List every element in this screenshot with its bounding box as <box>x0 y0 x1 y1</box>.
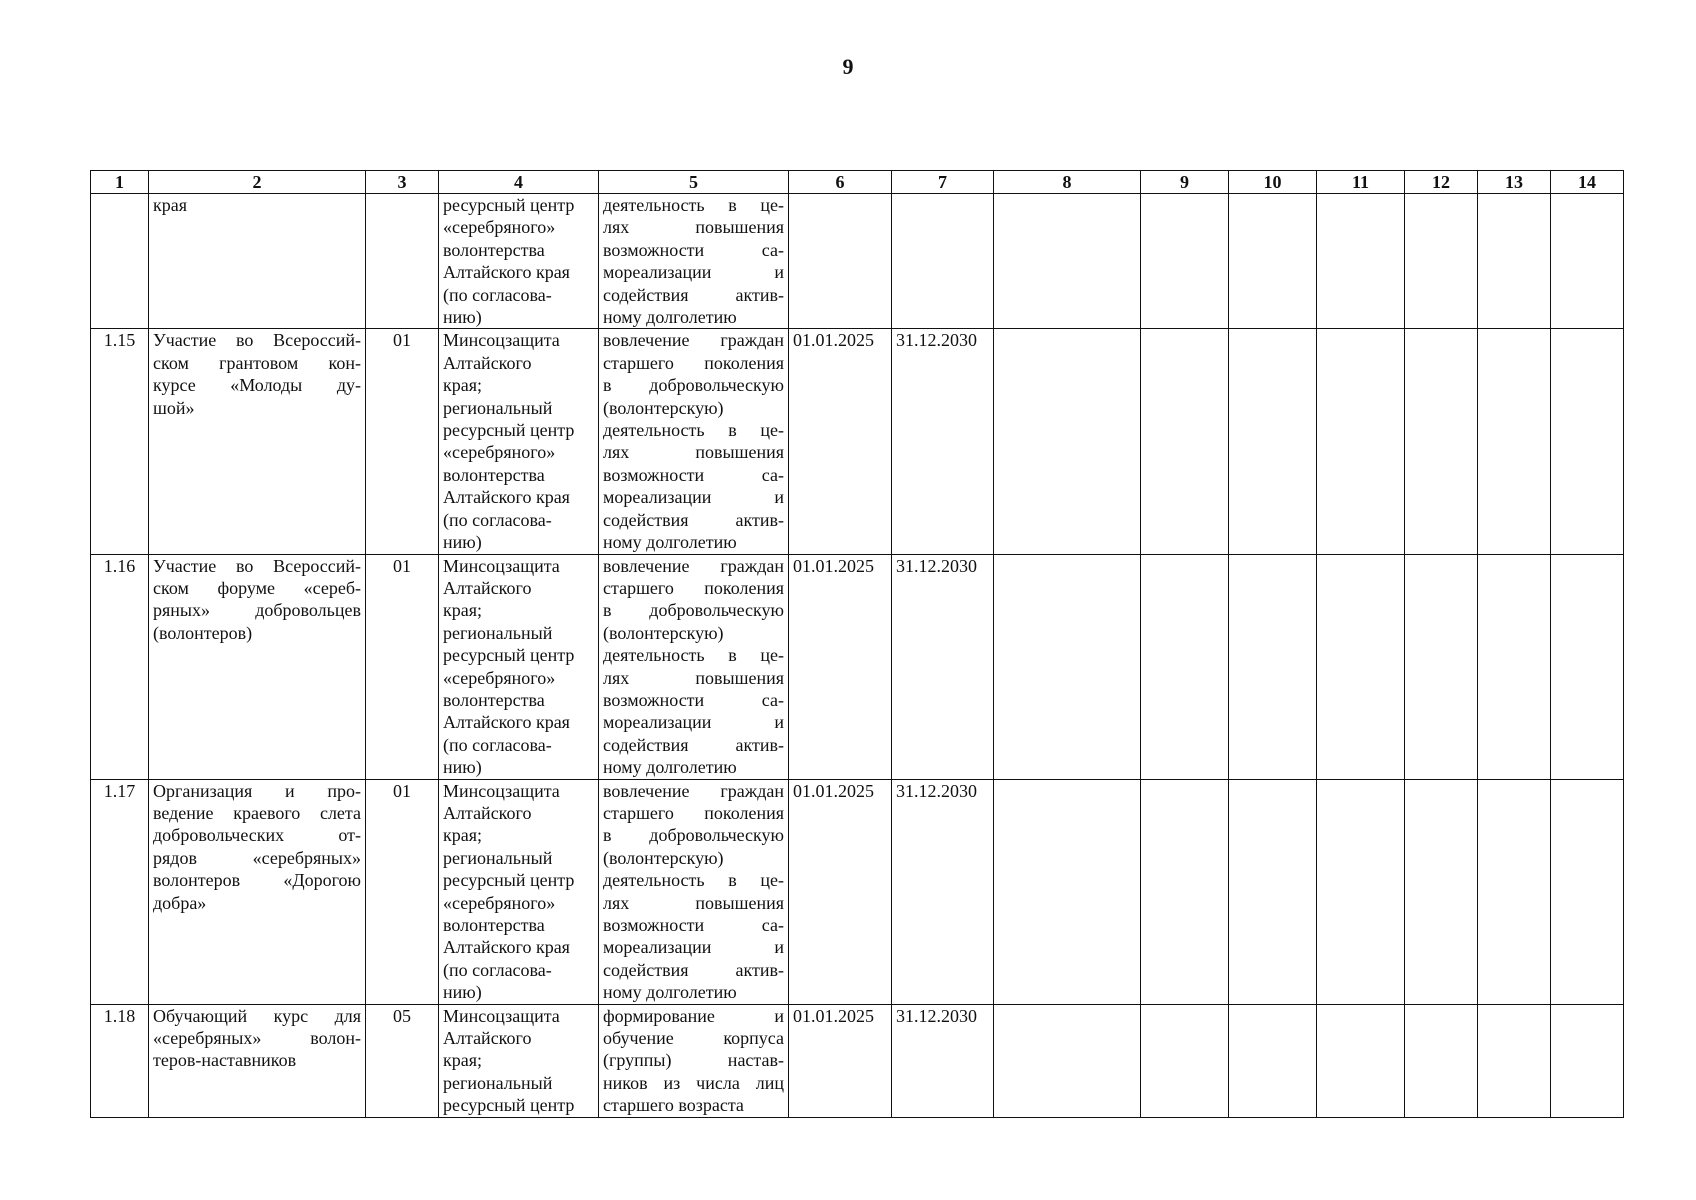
cell-line: ресурсный центр <box>443 645 575 666</box>
measures-table <box>90 170 1624 1118</box>
cell-line: в добровольческую <box>603 600 784 621</box>
cell-empty <box>994 554 1141 779</box>
cell-line: содействия актив- <box>603 509 784 530</box>
cell-line: Минсоцзащита <box>443 1005 560 1026</box>
cell-line: нию) <box>443 532 482 553</box>
cell-end-date: 31.12.2030 <box>892 779 994 1004</box>
cell-line: ском форуме «сереб- <box>153 577 361 598</box>
cell-empty <box>1551 779 1624 1004</box>
col-header: 9 <box>1141 171 1229 194</box>
cell-empty <box>1317 194 1405 329</box>
cell-line: волонтерства <box>443 464 545 485</box>
cell-executor <box>439 329 599 554</box>
cell-executor <box>439 1004 599 1117</box>
cell-empty <box>1478 779 1551 1004</box>
header-row <box>91 171 1624 194</box>
cell-line: старшего поколения <box>603 802 784 823</box>
cell-executor <box>439 194 599 329</box>
cell-line: возможности са- <box>603 464 784 485</box>
cell-line: (волонтерскую) <box>603 397 724 418</box>
cell-line: региональный <box>443 847 553 868</box>
table-row <box>91 329 1624 554</box>
page-number: 9 <box>842 54 854 79</box>
cell-result <box>599 194 789 329</box>
cell-number: 1.15 <box>91 329 149 554</box>
table-row <box>91 554 1624 779</box>
cell-line: в добровольческую <box>603 375 784 396</box>
cell-start-date <box>789 194 892 329</box>
cell-empty <box>1405 1004 1478 1117</box>
cell-line: ному долголетию <box>603 532 737 553</box>
cell-line: ведение краевого слета <box>153 802 361 823</box>
col-header: 4 <box>439 171 599 194</box>
cell-line: мореализации и <box>603 262 784 283</box>
cell-code <box>366 194 439 329</box>
cell-end-date: 31.12.2030 <box>892 329 994 554</box>
cell-line: региональный <box>443 1072 553 1093</box>
cell-line: «серебряного» <box>443 892 556 913</box>
cell-empty <box>1551 194 1624 329</box>
cell-line: старшего поколения <box>603 577 784 598</box>
cell-line: (по согласова- <box>443 959 552 980</box>
cell-line: деятельность в це- <box>603 870 784 891</box>
cell-line: лях повышения <box>603 892 784 913</box>
cell-line: волонтерства <box>443 239 545 260</box>
cell-line: ному долголетию <box>603 307 737 328</box>
cell-empty <box>1317 329 1405 554</box>
cell-empty <box>994 779 1141 1004</box>
col-header: 2 <box>149 171 366 194</box>
cell-empty <box>1229 194 1317 329</box>
cell-empty <box>1478 554 1551 779</box>
cell-empty <box>1141 1004 1229 1117</box>
cell-line: вовлечение граждан <box>603 780 784 801</box>
cell-empty <box>1405 554 1478 779</box>
cell-line: Алтайского края <box>443 712 570 733</box>
cell-line: в добровольческую <box>603 825 784 846</box>
cell-line: деятельность в це- <box>603 195 784 215</box>
cell-number: 1.16 <box>91 554 149 779</box>
cell-line: Минсоцзащита <box>443 780 560 801</box>
table-row <box>91 194 1624 329</box>
cell-line: Алтайского <box>443 1028 532 1049</box>
cell-line: содействия актив- <box>603 734 784 755</box>
cell-number: 1.17 <box>91 779 149 1004</box>
cell-line: «серебряных» волон- <box>153 1028 361 1049</box>
table-row <box>91 779 1624 1004</box>
cell-line: добровольческих от- <box>153 825 361 846</box>
cell-empty <box>1229 1004 1317 1117</box>
cell-empty <box>1317 1004 1405 1117</box>
cell-line: ряных» добровольцев <box>153 600 361 621</box>
cell-start-date: 01.01.2025 <box>789 329 892 554</box>
cell-line: обучение корпуса <box>603 1028 784 1049</box>
cell-line: ному долголетию <box>603 757 737 778</box>
cell-line: лях повышения <box>603 217 784 238</box>
cell-line: лях повышения <box>603 442 784 463</box>
col-header: 11 <box>1317 171 1405 194</box>
cell-line: края; <box>443 600 483 621</box>
cell-code: 01 <box>366 554 439 779</box>
cell-empty <box>1478 1004 1551 1117</box>
cell-number <box>91 194 149 329</box>
cell-empty <box>1478 329 1551 554</box>
cell-line: рядов «серебряных» <box>153 847 361 868</box>
cell-result <box>599 779 789 1004</box>
cell-line: мореализации и <box>603 487 784 508</box>
cell-line: старшего поколения <box>603 352 784 373</box>
cell-line: вовлечение граждан <box>603 555 784 576</box>
cell-end-date: 31.12.2030 <box>892 554 994 779</box>
cell-empty <box>1405 194 1478 329</box>
cell-line: возможности са- <box>603 689 784 710</box>
cell-empty <box>1551 1004 1624 1117</box>
cell-line: деятельность в це- <box>603 645 784 666</box>
cell-line: шой» <box>153 397 195 418</box>
col-header: 5 <box>599 171 789 194</box>
cell-empty <box>1141 554 1229 779</box>
cell-line: «серебряного» <box>443 442 556 463</box>
table-row <box>91 1004 1624 1117</box>
cell-line: волонтеров «Дорогою <box>153 870 361 891</box>
cell-empty <box>1551 329 1624 554</box>
cell-line: (по согласова- <box>443 284 552 305</box>
cell-line: Обучающий курс для <box>153 1005 361 1026</box>
cell-measure-name <box>149 779 366 1004</box>
cell-line: ресурсный центр <box>443 870 575 891</box>
cell-code: 01 <box>366 779 439 1004</box>
cell-line: Участие во Всероссий- <box>153 555 361 576</box>
cell-start-date: 01.01.2025 <box>789 554 892 779</box>
cell-empty <box>1317 779 1405 1004</box>
cell-line: Алтайского края <box>443 937 570 958</box>
cell-start-date: 01.01.2025 <box>789 779 892 1004</box>
cell-line: нию) <box>443 982 482 1003</box>
cell-line: возможности са- <box>603 915 784 935</box>
cell-line: региональный <box>443 397 553 418</box>
cell-empty <box>1229 779 1317 1004</box>
cell-line: вовлечение граждан <box>603 330 784 351</box>
cell-line: Алтайского <box>443 802 532 823</box>
cell-line: ресурсный центр <box>443 420 575 441</box>
cell-line: волонтерства <box>443 915 545 935</box>
cell-line: Минсоцзащита <box>443 330 560 351</box>
cell-line: (волонтерскую) <box>603 622 724 643</box>
cell-line: лях повышения <box>603 667 784 688</box>
cell-line: Алтайского края <box>443 487 570 508</box>
col-header: 8 <box>994 171 1141 194</box>
cell-empty <box>994 194 1141 329</box>
cell-line: добра» <box>153 892 207 913</box>
cell-measure-name <box>149 554 366 779</box>
cell-empty <box>1478 194 1551 329</box>
cell-line: ском грантовом кон- <box>153 352 361 373</box>
cell-line: (по согласова- <box>443 734 552 755</box>
cell-line: Организация и про- <box>153 780 361 801</box>
col-header: 1 <box>91 171 149 194</box>
col-header: 13 <box>1478 171 1551 194</box>
cell-empty <box>1141 194 1229 329</box>
cell-line: содействия актив- <box>603 284 784 305</box>
col-header: 12 <box>1405 171 1478 194</box>
cell-empty <box>1141 329 1229 554</box>
cell-executor <box>439 779 599 1004</box>
cell-line: нию) <box>443 757 482 778</box>
cell-empty <box>1229 554 1317 779</box>
cell-end-date: 31.12.2030 <box>892 1004 994 1117</box>
cell-line: ному долголетию <box>603 982 737 1003</box>
cell-line: Участие во Всероссий- <box>153 330 361 351</box>
cell-line: (волонтерскую) <box>603 847 724 868</box>
cell-number: 1.18 <box>91 1004 149 1117</box>
cell-result <box>599 329 789 554</box>
cell-empty <box>994 329 1141 554</box>
cell-empty <box>1405 779 1478 1004</box>
col-header: 6 <box>789 171 892 194</box>
col-header: 14 <box>1551 171 1624 194</box>
cell-line: края; <box>443 825 483 846</box>
cell-result <box>599 1004 789 1117</box>
cell-line: курсе «Молоды ду- <box>153 375 361 396</box>
cell-end-date <box>892 194 994 329</box>
cell-line: Алтайского <box>443 352 532 373</box>
cell-line: мореализации и <box>603 712 784 733</box>
col-header: 7 <box>892 171 994 194</box>
cell-empty <box>994 1004 1141 1117</box>
cell-line: края; <box>443 375 483 396</box>
cell-line: региональный <box>443 622 553 643</box>
cell-line: ресурсный центр <box>443 195 575 215</box>
cell-empty <box>1405 329 1478 554</box>
cell-line: «серебряного» <box>443 667 556 688</box>
cell-line: старшего возраста <box>603 1095 744 1116</box>
cell-line: теров-наставников <box>153 1050 297 1071</box>
cell-line: ресурсный центр <box>443 1095 575 1116</box>
cell-line: края <box>153 195 188 215</box>
cell-line: (волонтеров) <box>153 622 253 643</box>
cell-line: (по согласова- <box>443 509 552 530</box>
cell-line: ников из числа лиц <box>603 1072 784 1093</box>
col-header: 3 <box>366 171 439 194</box>
cell-line: волонтерства <box>443 689 545 710</box>
cell-result <box>599 554 789 779</box>
cell-line: нию) <box>443 307 482 328</box>
cell-empty <box>1317 554 1405 779</box>
cell-empty <box>1551 554 1624 779</box>
cell-line: края; <box>443 1050 483 1071</box>
cell-measure-name <box>149 329 366 554</box>
cell-line: содействия актив- <box>603 959 784 980</box>
cell-line: возможности са- <box>603 239 784 260</box>
cell-line: (группы) настав- <box>603 1050 784 1071</box>
cell-line: Минсоцзащита <box>443 555 560 576</box>
cell-line: Алтайского края <box>443 262 570 283</box>
cell-line: мореализации и <box>603 937 784 958</box>
cell-line: Алтайского <box>443 577 532 598</box>
cell-measure-name <box>149 1004 366 1117</box>
cell-empty <box>1229 329 1317 554</box>
cell-measure-name <box>149 194 366 329</box>
cell-line: «серебряного» <box>443 217 556 238</box>
cell-line: деятельность в це- <box>603 420 784 441</box>
cell-executor <box>439 554 599 779</box>
col-header: 10 <box>1229 171 1317 194</box>
cell-line: формирование и <box>603 1005 784 1026</box>
cell-start-date: 01.01.2025 <box>789 1004 892 1117</box>
cell-code: 05 <box>366 1004 439 1117</box>
cell-empty <box>1141 779 1229 1004</box>
cell-code: 01 <box>366 329 439 554</box>
